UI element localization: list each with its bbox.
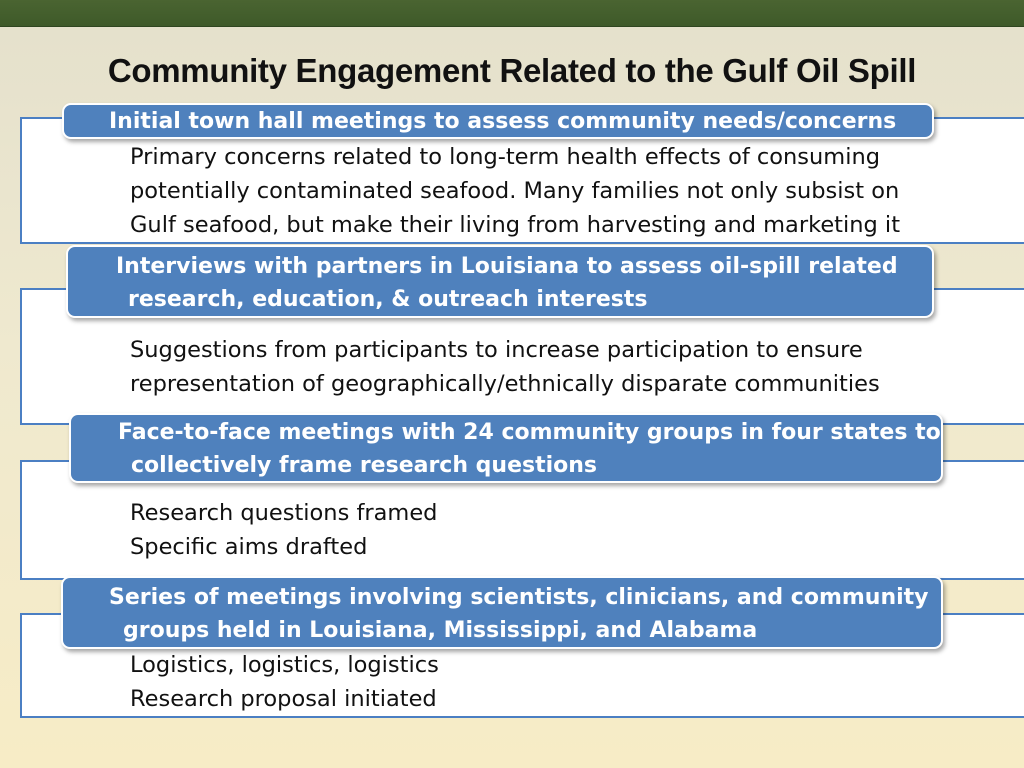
body-line: potentially contaminated seafood. Many families not only subsist on (130, 178, 900, 204)
header-line: collectively frame research questions (131, 453, 598, 478)
body-line: Gulf seafood, but make their living from harvesting and marketing it (130, 212, 901, 238)
slide-title: Community Engagement Related to the Gulf Oil Spill (107, 52, 917, 89)
body-line: representation of geographically/ethnically disparate communities (130, 371, 880, 397)
header-line: Interviews with partners in Louisiana to assess oil-spill related (116, 254, 898, 279)
body-line: Logistics, logistics, logistics (130, 652, 439, 678)
body-line: Suggestions from participants to increase participation to ensure (130, 337, 863, 363)
header-line: research, education, & outreach interests (128, 287, 648, 312)
body-line: Primary concerns related to long-term health effects of consuming (130, 144, 881, 170)
header-line: Initial town hall meetings to assess community needs/concerns (109, 109, 897, 134)
section-1-header (62, 103, 934, 139)
header-line: Face-to-face meetings with 24 community groups in four states to (118, 420, 941, 445)
body-line: Specific aims drafted (130, 534, 368, 560)
section-2-header (66, 245, 934, 318)
section-4-header (61, 576, 943, 649)
body-line: Research proposal initiated (130, 686, 437, 712)
top-banner (0, 0, 1024, 27)
header-line: groups held in Louisiana, Mississippi, and Alabama (123, 618, 758, 643)
section-3-body (130, 496, 950, 564)
section-3-header (69, 413, 943, 483)
body-line: Research questions framed (130, 500, 438, 526)
section-2-body (130, 333, 950, 401)
section-1-body (130, 140, 950, 242)
section-4-body (130, 648, 950, 716)
header-line: Series of meetings involving scientists, clinicians, and community (109, 585, 929, 610)
